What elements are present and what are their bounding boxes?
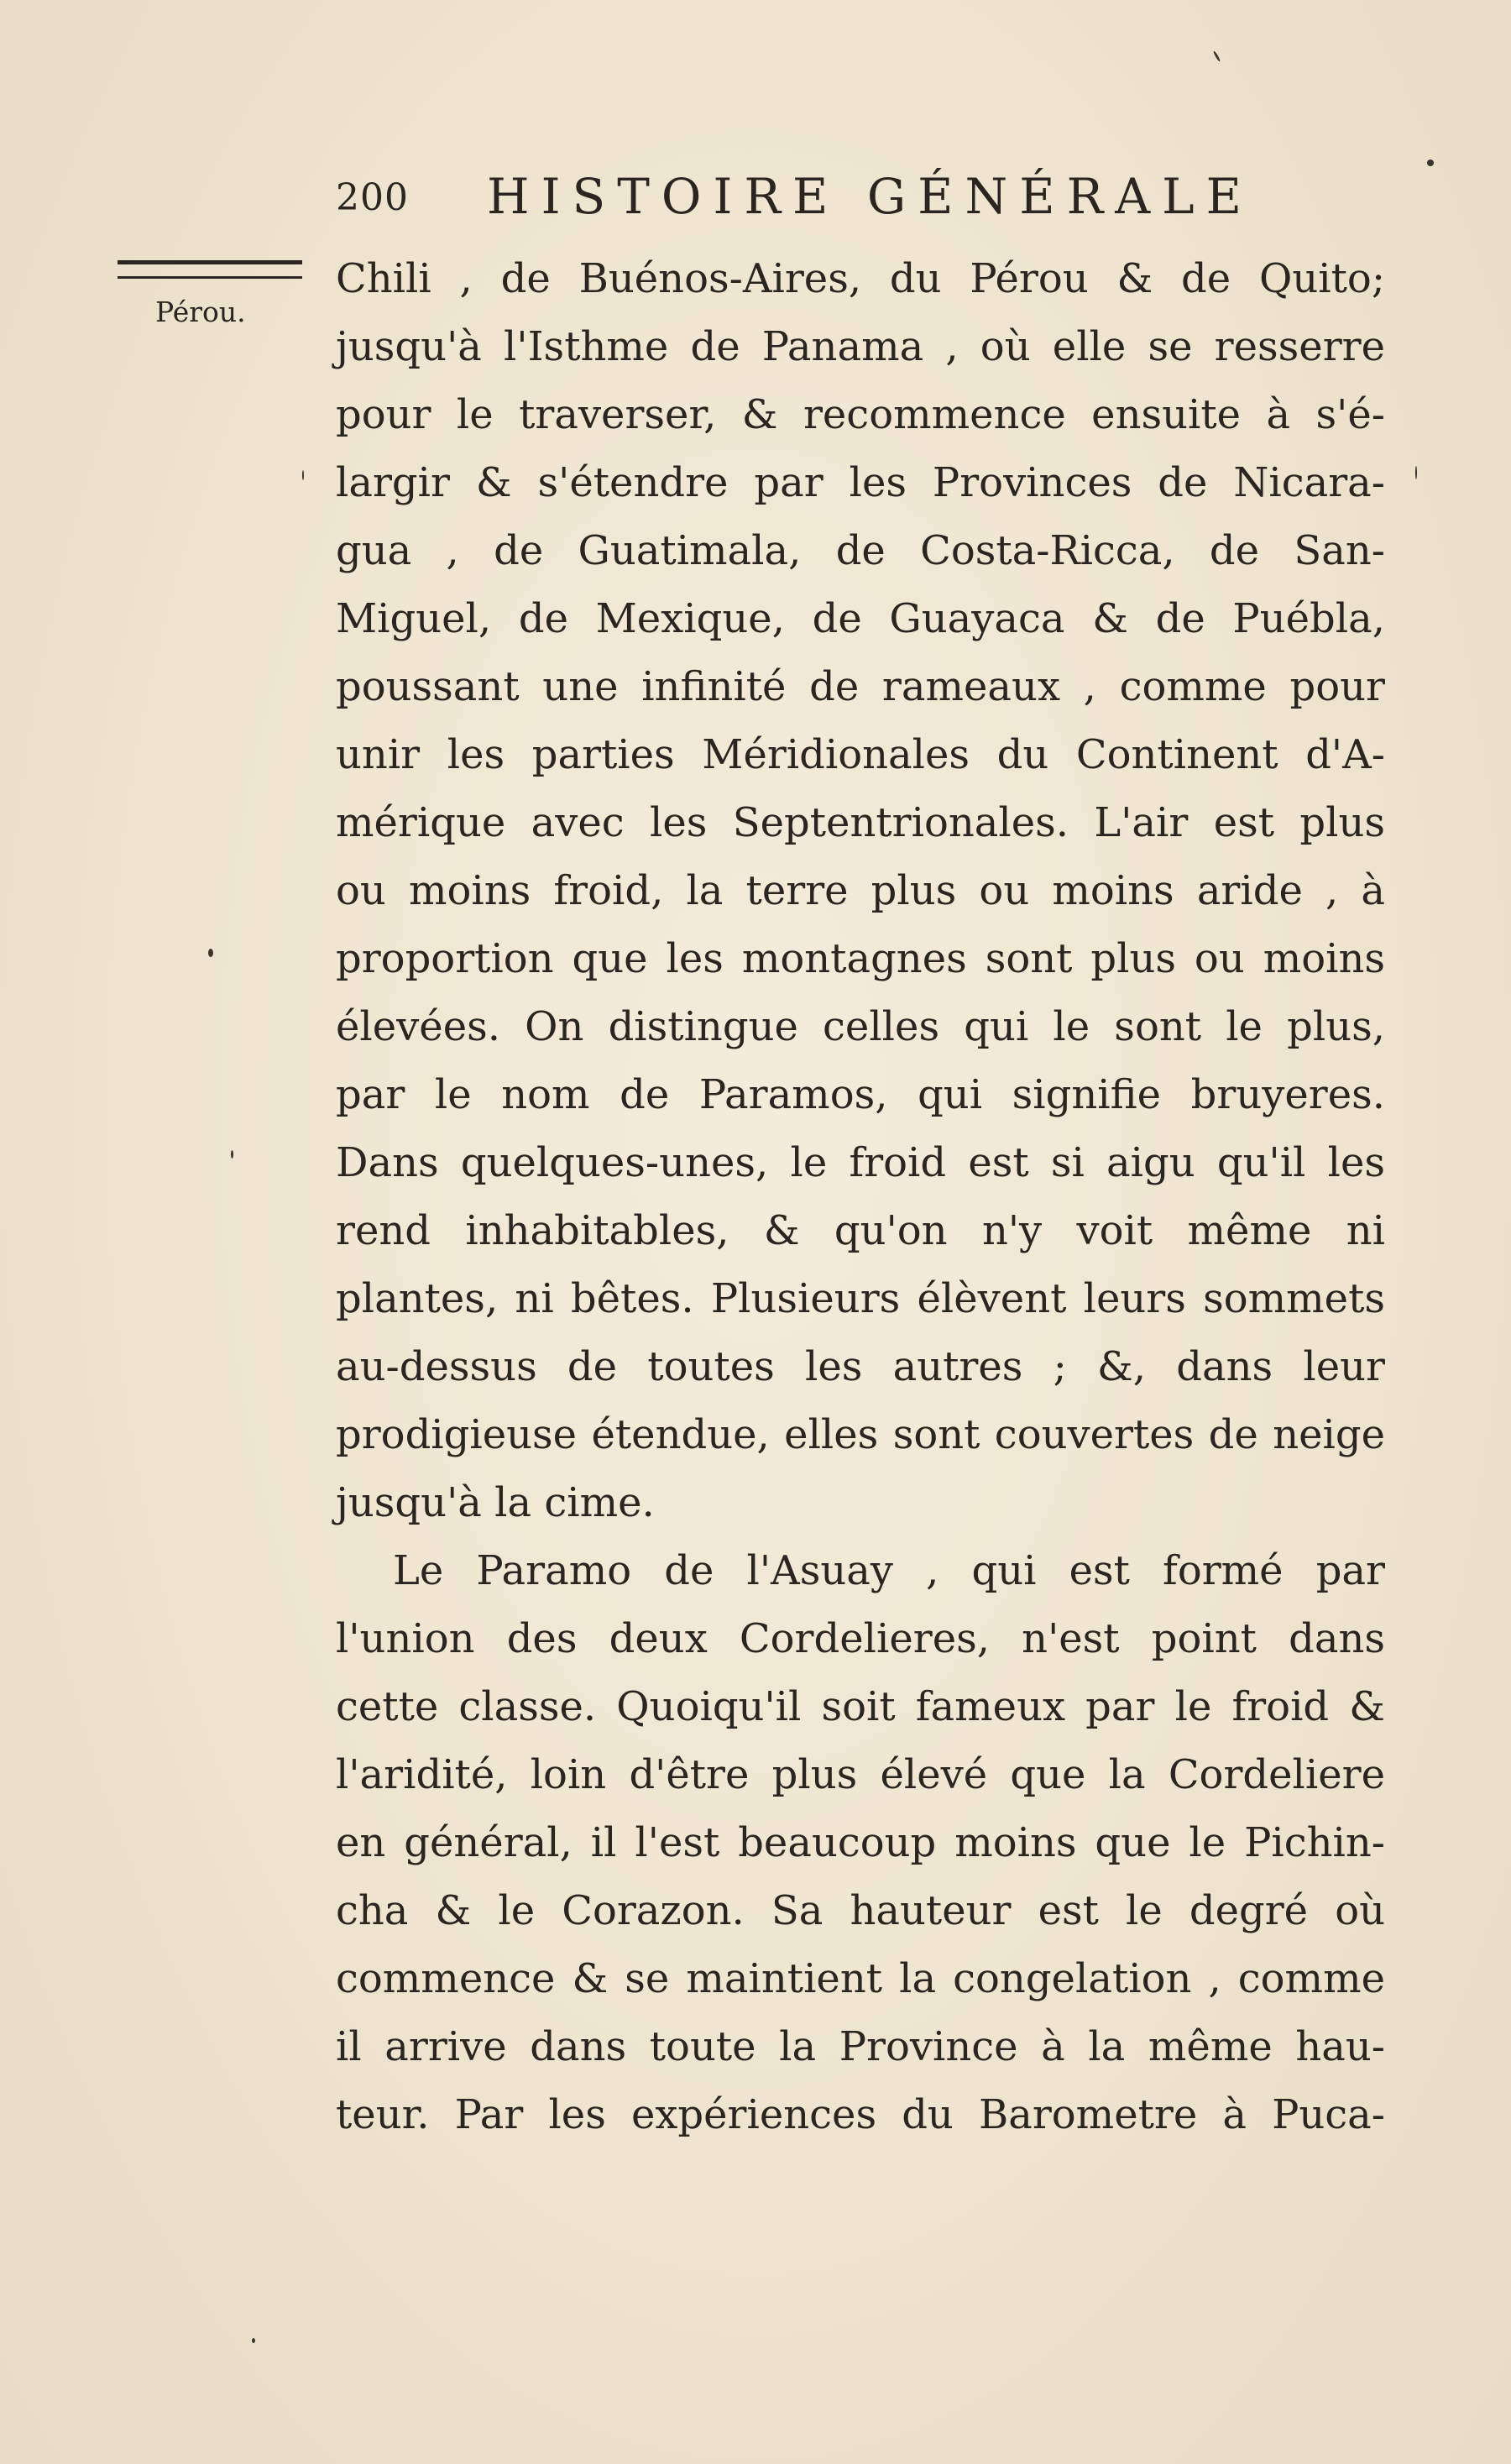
margin-note: Pérou.: [155, 296, 246, 328]
text-line: rend inhabitables, & qu'on n'y voit même ni: [336, 1207, 1385, 1254]
text-line: proportion que les montagnes sont plus ou moins: [336, 935, 1385, 982]
text-line: par le nom de Paramos, qui signifie bruyeres.: [336, 1071, 1385, 1118]
text-line: Le Paramo de l'Asuay , qui est formé par: [393, 1547, 1385, 1594]
text-line: l'union des deux Cordelieres, n'est point dans: [336, 1615, 1385, 1662]
text-line: élevées. On distingue celles qui le sont le plus,: [336, 1003, 1385, 1050]
text-line: pour le traverser, & recommence ensuite à s'é-: [336, 391, 1385, 438]
page-number: 200: [336, 176, 409, 219]
paper-speck: [302, 470, 304, 480]
text-line: jusqu'à l'Isthme de Panama , où elle se resserre: [336, 323, 1385, 370]
paper-speck: [1415, 466, 1417, 479]
text-line: Dans quelques-unes, le froid est si aigu qu'il les: [336, 1139, 1385, 1186]
text-line: Miguel, de Mexique, de Guayaca & de Puébla,: [336, 595, 1385, 642]
text-line: l'aridité, loin d'être plus élevé que la Cordeliere: [336, 1751, 1385, 1798]
text-line: commence & se maintient la congelation , comme: [336, 1955, 1385, 2002]
text-line: largir & s'étendre par les Provinces de Nicara-: [336, 459, 1385, 506]
paper-speck: [1213, 50, 1221, 62]
text-line: teur. Par les expériences du Barometre à Puca-: [336, 2091, 1385, 2138]
text-line: ou moins froid, la terre plus ou moins aride , à: [336, 867, 1385, 914]
text-line: jusqu'à la cime.: [336, 1479, 655, 1526]
running-title: HISTOIRE GÉNÉRALE: [487, 168, 1253, 225]
paper-speck: [1427, 160, 1434, 166]
text-line: prodigieuse étendue, elles sont couvertes de neige: [336, 1411, 1385, 1458]
text-line: unir les parties Méridionales du Continent d'A-: [336, 731, 1385, 778]
text-line: cha & le Corazon. Sa hauteur est le degré où: [336, 1887, 1385, 1934]
text-line: mérique avec les Septentrionales. L'air est plus: [336, 799, 1385, 846]
text-line: poussant une infinité de rameaux , comme pour: [336, 663, 1385, 710]
page-header: [336, 168, 1276, 227]
text-line: plantes, ni bêtes. Plusieurs élèvent leurs sommets: [336, 1275, 1385, 1322]
body-text: [336, 245, 1385, 2149]
text-line: gua , de Guatimala, de Costa-Ricca, de San-: [336, 527, 1385, 574]
paper-speck: [208, 949, 213, 957]
margin-rule: [118, 260, 302, 279]
paper-speck: [231, 1150, 233, 1159]
paper-speck: [252, 2338, 255, 2343]
text-line: en général, il l'est beaucoup moins que le Pichin-: [336, 1819, 1385, 1866]
text-line: cette classe. Quoiqu'il soit fameux par le froid &: [336, 1683, 1385, 1730]
text-line: Chili , de Buénos-Aires, du Pérou & de Quito;: [336, 255, 1385, 302]
text-line: au-dessus de toutes les autres ; &, dans leur: [336, 1343, 1385, 1390]
text-line: il arrive dans toute la Province à la même hau-: [336, 2023, 1385, 2070]
